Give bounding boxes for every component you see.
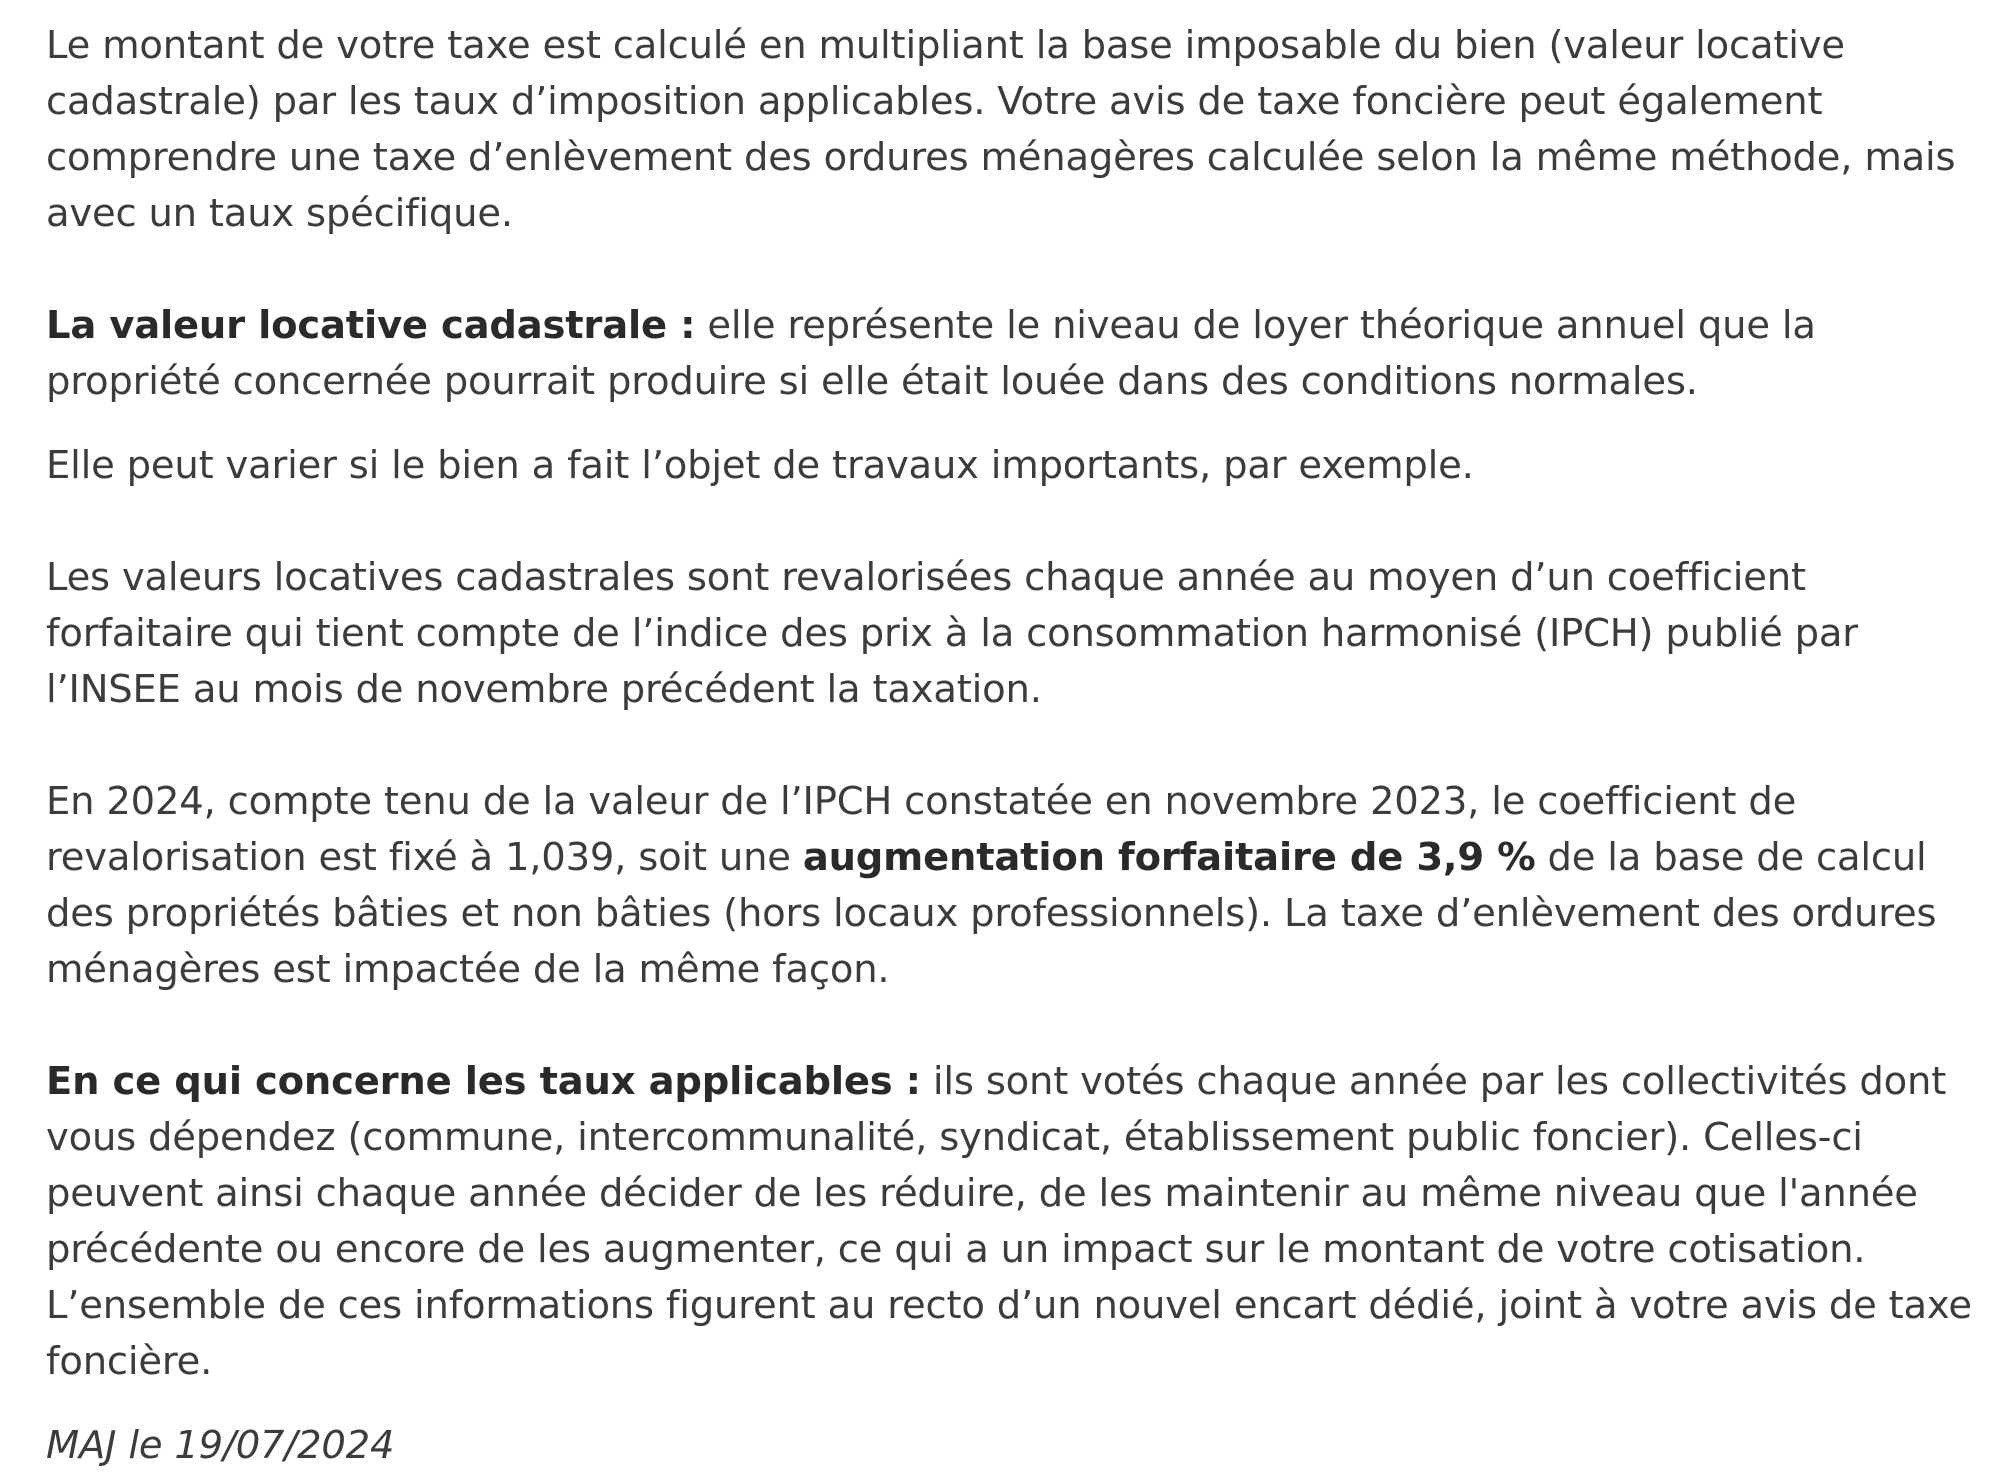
paragraph-calculation: Le montant de votre taxe est calculé en multipliant la base imposable du bien (valeur locative cadastrale) par les taux d’imposition applicables. Votre avis de taxe foncière peut également comprendre une taxe d’enlèvement des ordures ménagères calculée selon la même méthode, mais avec un taux spécifique.: [46, 23, 1956, 236]
coefficient-text-end: de la base de calcul des propriétés bâties et non bâties (hors locaux professionnels). La taxe d’enlèvement des ordures ménagères est impactée de la même façon.: [46, 835, 1937, 992]
article-body: [46, 18, 1976, 1474]
coefficient-text-start: En 2024, compte tenu de la valeur de l’IPCH constatée en novembre 2023, le coefficient de revalorisation est fixé à 1,039, soit une: [46, 779, 1797, 880]
information-insert-text: L’ensemble de ces informations figurent au recto d’un nouvel encart dédié, joint à votre avis de taxe foncière.: [46, 1283, 1972, 1384]
paragraph-variation: Elle peut varier si le bien a fait l’objet de travaux importants, par exemple.: [46, 443, 1474, 488]
flat-increase-highlight: augmentation forfaitaire de 3,9 %: [802, 835, 1536, 880]
update-date: MAJ le 19/07/2024: [46, 1423, 395, 1468]
applicable-rates-heading: En ce qui concerne les taux applicables :: [46, 1059, 921, 1104]
applicable-rates-text: ils sont votés chaque année par les collectivités dont vous dépendez (commune, intercommunalité, syndicat, établissement public foncier). Celles-ci peuvent ainsi chaque année décider de les réduire, de les maintenir au même niveau que l'année précédente ou encore de les augmenter, ce qui a un impact sur le montant de votre cotisation.: [46, 1059, 1947, 1272]
paragraph-revaluation: Les valeurs locatives cadastrales sont revalorisées chaque année au moyen d’un coefficient forfaitaire qui tient compte de l’indice des prix à la consommation harmonisé (IPCH) publié par l’INSEE au mois de novembre précédent la taxation.: [46, 555, 1858, 712]
cadastral-value-text: elle représente le niveau de loyer théorique annuel que la propriété concernée pourrait produire si elle était louée dans des conditions normales.: [46, 303, 1816, 404]
paragraph-2024-coefficient: [46, 774, 1976, 998]
cadastral-value-heading: La valeur locative cadastrale :: [46, 303, 696, 348]
paragraph-applicable-rates: [46, 1054, 1976, 1390]
paragraph-cadastral-value: [46, 298, 1976, 410]
